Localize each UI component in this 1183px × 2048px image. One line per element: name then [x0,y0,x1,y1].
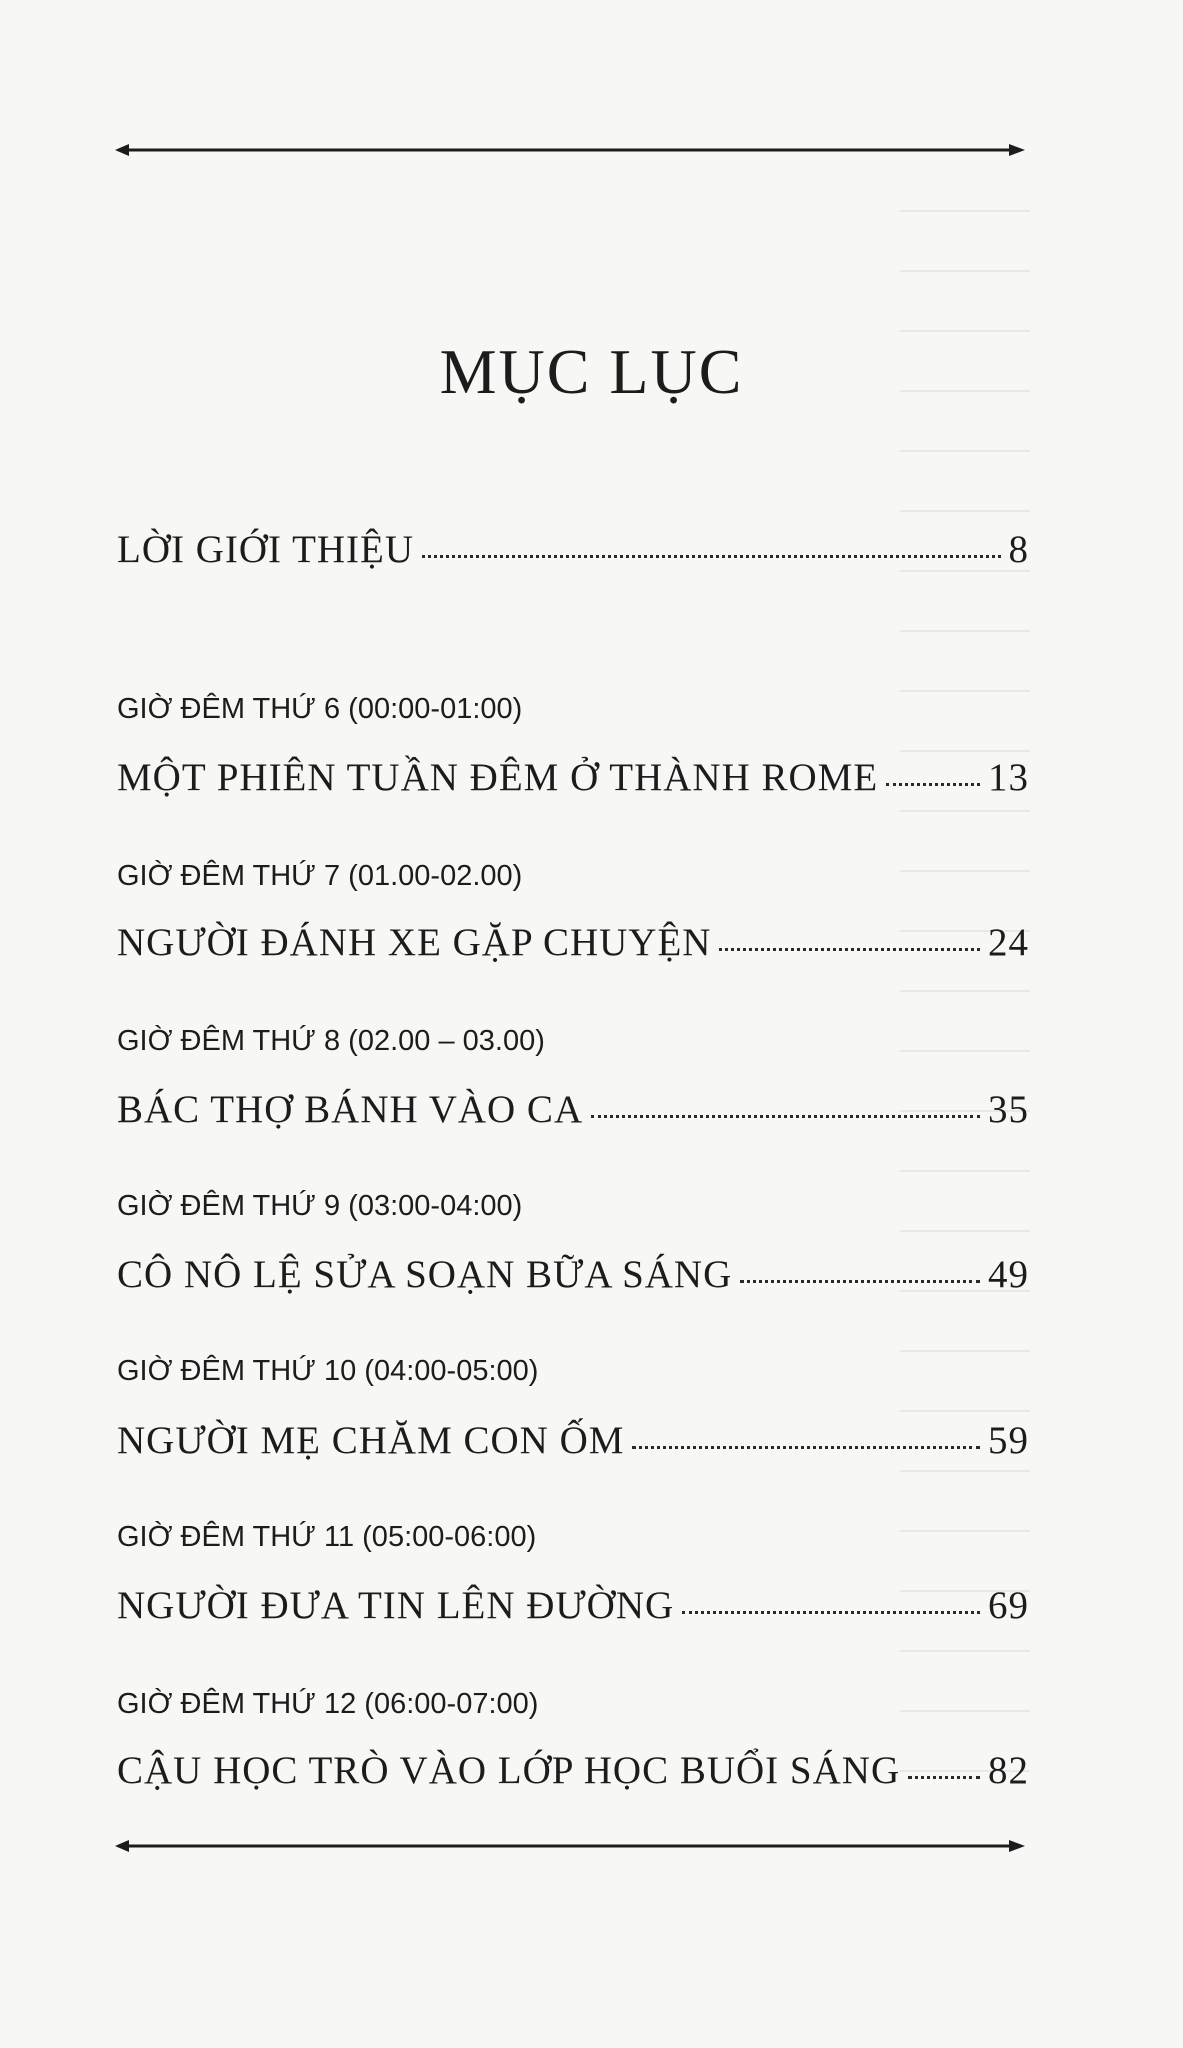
dot-leader [632,1446,980,1449]
dot-leader [719,948,980,951]
chapter-hour-label: GIỜ ĐÊM THỨ 6 (00:00-01:00) [117,693,523,725]
toc-entry-page: 69 [988,1584,1029,1627]
toc-entry [117,1087,1029,1132]
chapter-hour-label: GIỜ ĐÊM THỨ 8 (02.00 – 03.00) [117,1025,545,1057]
chapter-hour-label: GIỜ ĐÊM THỨ 9 (03:00-04:00) [117,1190,523,1222]
toc-entry [117,1418,1029,1463]
toc-entry-title: NGƯỜI ĐÁNH XE GẶP CHUYỆN [117,921,712,964]
toc-entry-page: 13 [988,756,1029,799]
toc-entry-page: 49 [988,1253,1029,1296]
toc-entry-title: LỜI GIỚI THIỆU [117,528,415,571]
top-ornament-rule [115,140,1025,160]
toc-entry [117,1583,1029,1628]
bottom-ornament-rule [115,1836,1025,1856]
chapter-hour-label: GIỜ ĐÊM THỨ 12 (06:00-07:00) [117,1688,539,1720]
page-title: MỤC LỤC [439,336,744,407]
dot-leader [591,1115,980,1118]
toc-entry [117,755,1029,800]
toc-entry-title: NGƯỜI MẸ CHĂM CON ỐM [117,1419,625,1462]
toc-entry-page: 59 [988,1419,1029,1462]
toc-entry [117,1748,1029,1793]
show-through-text [900,210,1030,1810]
chapter-hour-label: GIỜ ĐÊM THỨ 10 (04:00-05:00) [117,1355,539,1387]
toc-entry-title: CÔ NÔ LỆ SỬA SOẠN BỮA SÁNG [117,1253,733,1296]
toc-entry-intro [117,527,1029,572]
toc-entry-page: 35 [988,1088,1029,1131]
chapter-hour-label: GIỜ ĐÊM THỨ 11 (05:00-06:00) [117,1521,537,1553]
dot-leader [886,783,980,786]
dot-leader [908,1776,980,1779]
toc-entry-title: NGƯỜI ĐƯA TIN LÊN ĐƯỜNG [117,1584,675,1627]
toc-entry [117,920,1029,965]
toc-entry-page: 24 [988,921,1029,964]
toc-entry-title: CẬU HỌC TRÒ VÀO LỚP HỌC BUỔI SÁNG [117,1749,901,1792]
dot-leader [740,1280,980,1283]
dot-leader [422,555,1000,558]
toc-entry-title: BÁC THỢ BÁNH VÀO CA [117,1088,584,1131]
chapter-hour-label: GIỜ ĐÊM THỨ 7 (01.00-02.00) [117,860,523,892]
toc-entry-title: MỘT PHIÊN TUẦN ĐÊM Ở THÀNH ROME [117,756,879,799]
dot-leader [682,1611,980,1614]
toc-entry [117,1252,1029,1297]
toc-entry-page: 82 [988,1749,1029,1792]
toc-entry-page: 8 [1008,528,1029,571]
